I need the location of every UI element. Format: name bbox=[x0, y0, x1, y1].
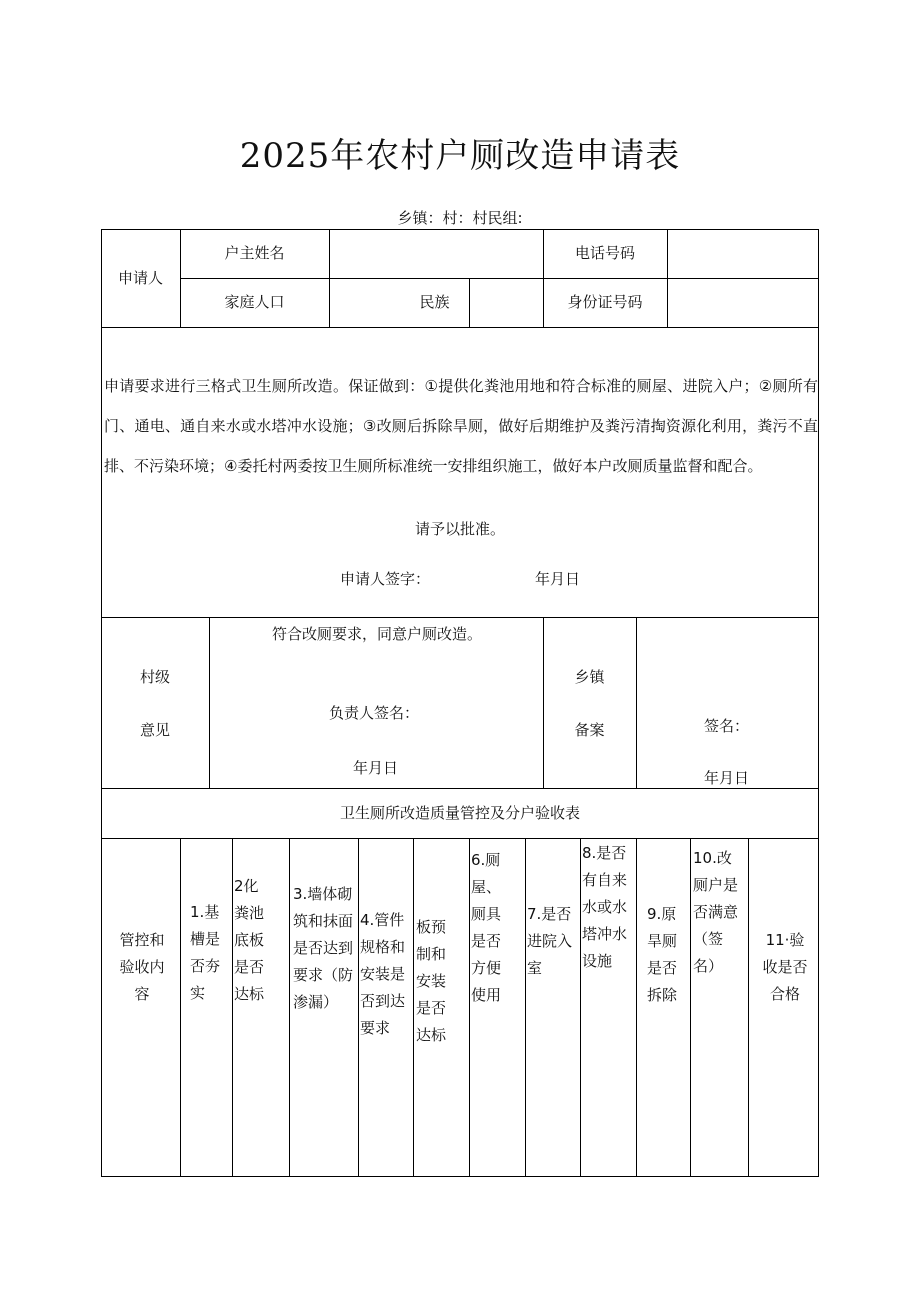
family-size-field[interactable] bbox=[330, 278, 360, 327]
acceptance-item: 7.是否进院入室 bbox=[527, 905, 573, 977]
acceptance-item: 1.基槽是否夯实 bbox=[190, 903, 221, 1002]
phone-label: 电话号码 bbox=[574, 244, 635, 263]
acceptance-item: 11·验收是否合格 bbox=[762, 931, 808, 1003]
id-number-label: 身份证号码 bbox=[567, 293, 643, 312]
applicant-section-label: 申请人 bbox=[117, 268, 163, 287]
acceptance-item: 10.改厕户是否满意（签名） bbox=[693, 849, 739, 975]
village-opinion-date: 年月日 bbox=[353, 759, 399, 777]
application-statement: 申请要求进行三格式卫生厕所改造。保证做到：①提供化粪池用地和符合标准的厕屋、进院入户；②厕所有门、通电、通自来水或水塔冲水设施；③改厕后拆除旱厕，做好后期维护及粪污清掏资源化利用，粪污不直排、不污染环境；④委托村两委按卫生厕所标准统一安排组织施工，做好本户改厕质量监督和配合。 bbox=[104, 377, 818, 475]
family-size-label: 家庭人口 bbox=[224, 293, 285, 312]
household-head-label: 户主姓名 bbox=[224, 244, 285, 263]
township-date: 年月日 bbox=[704, 769, 750, 787]
phone-field[interactable] bbox=[668, 229, 818, 278]
acceptance-table-title: 卫生厕所改造质量管控及分户验收表 bbox=[339, 803, 580, 822]
township-record-label-2: 备案 bbox=[574, 720, 605, 739]
acceptance-row-label: 管控和验收内容 bbox=[119, 931, 165, 1003]
acceptance-item: 9.原旱厕是否拆除 bbox=[647, 905, 678, 1004]
household-head-field[interactable] bbox=[330, 229, 543, 278]
village-opinion-label-1: 村级 bbox=[139, 667, 170, 686]
acceptance-item: 6.厕屋、厕具是否方便使用 bbox=[471, 851, 502, 1004]
village-signer-label: 负责人签名： bbox=[329, 704, 420, 722]
page-title: 2025年农村户厕改造申请表 bbox=[239, 136, 681, 176]
id-number-field[interactable] bbox=[668, 278, 818, 327]
ethnicity-label: 民族 bbox=[419, 293, 450, 312]
applicant-date: 年月日 bbox=[535, 570, 581, 588]
acceptance-item: 板预制和安装是否达标 bbox=[416, 918, 447, 1044]
acceptance-item: 8.是否有自来水或水塔冲水设施 bbox=[582, 844, 628, 970]
township-record-label-1: 乡镇 bbox=[574, 667, 605, 686]
applicant-signature-label: 申请人签字： bbox=[340, 570, 431, 588]
village-opinion-label-2: 意见 bbox=[139, 720, 170, 739]
village-opinion-statement: 符合改厕要求，同意户厕改造。 bbox=[272, 625, 483, 643]
approval-request: 请予以批准。 bbox=[414, 519, 505, 538]
location-line: 乡镇：村：村民组: bbox=[397, 209, 523, 227]
acceptance-item: 4.管件规格和安装是否到达要求 bbox=[360, 911, 406, 1037]
acceptance-item: 2化粪池底板是否达标 bbox=[234, 877, 265, 1003]
ethnicity-field[interactable] bbox=[470, 278, 543, 327]
acceptance-item: 3.墙体砌筑和抹面是否达到要求（防渗漏） bbox=[293, 885, 354, 1011]
township-signature-label: 签名： bbox=[704, 717, 750, 735]
